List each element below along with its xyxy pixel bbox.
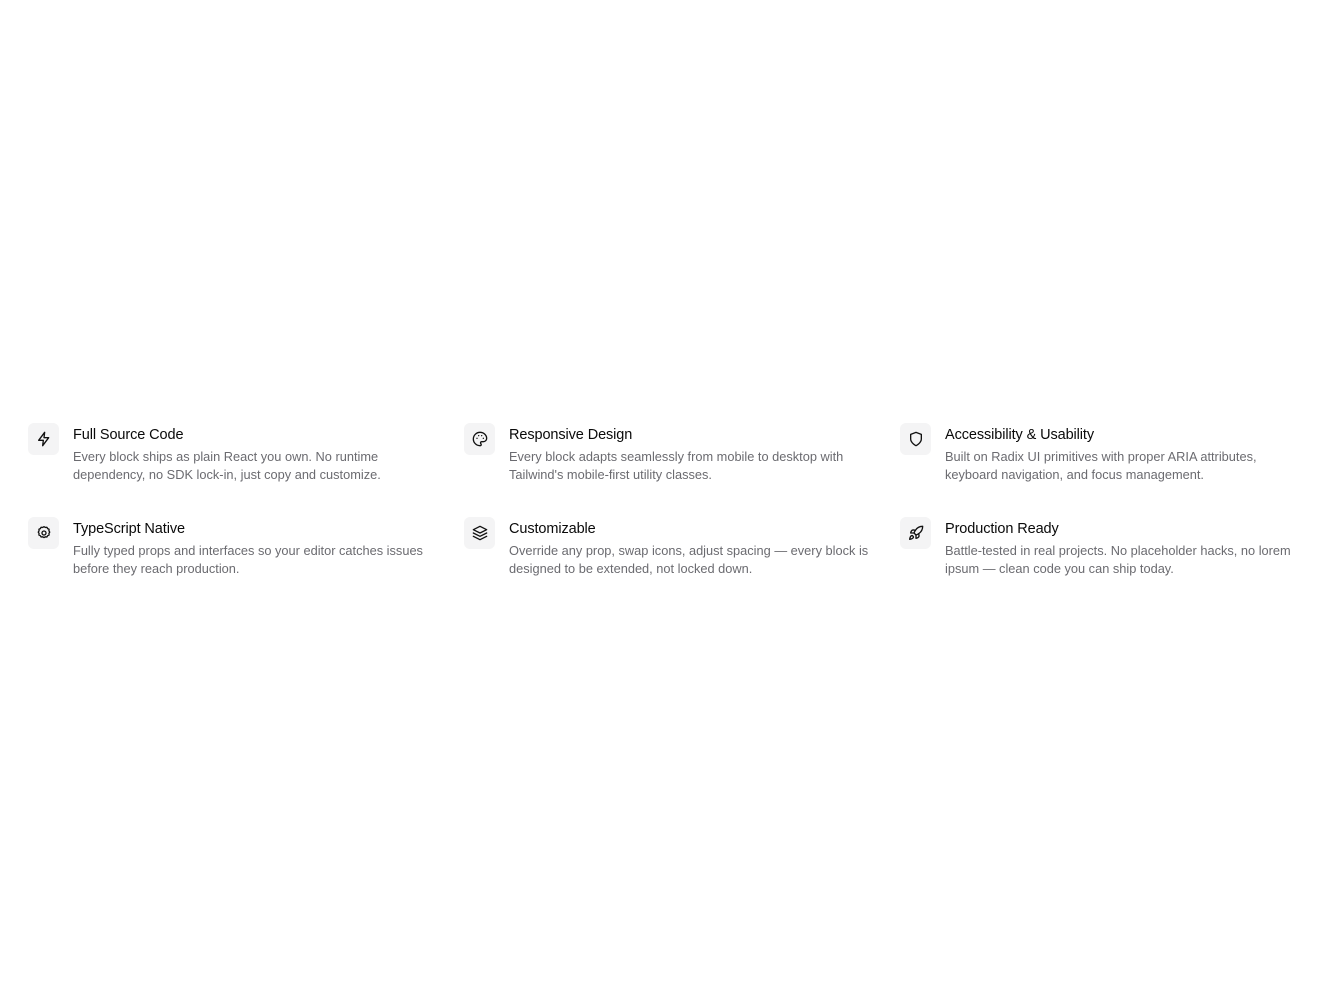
lightning-icon [28,423,59,455]
feature-title: Full Source Code [73,427,184,443]
feature-typescript-native [28,517,464,577]
feature-production-ready [900,517,1308,577]
features-grid [28,423,1308,577]
feature-description: Override any prop, swap icons, adjust spacing — every block is designed to be extended, not locked down. [509,543,869,576]
feature-description: Fully typed props and interfaces so your editor catches issues before they reach production. [73,543,423,576]
feature-title: Customizable [509,521,596,537]
feature-title: Production Ready [945,521,1059,537]
shield-icon [900,423,931,455]
feature-full-source-code [28,423,464,483]
feature-title: Accessibility & Usability [945,427,1094,443]
feature-description: Every block ships as plain React you own. No runtime dependency, no SDK lock-in, just copy and customize. [73,449,381,482]
feature-customizable [464,517,900,577]
feature-responsive-design [464,423,900,483]
feature-description: Built on Radix UI primitives with proper ARIA attributes, keyboard navigation, and focus management. [945,449,1257,482]
feature-description: Battle-tested in real projects. No placeholder hacks, no lorem ipsum — clean code you can ship today. [945,543,1291,576]
rocket-icon [900,517,931,549]
palette-icon [464,423,495,455]
gear-icon [28,517,59,549]
feature-description: Every block adapts seamlessly from mobile to desktop with Tailwind's mobile-first utility classes. [509,449,844,482]
feature-accessibility-usability [900,423,1308,483]
layers-icon [464,517,495,549]
feature-title: TypeScript Native [73,521,185,537]
feature-title: Responsive Design [509,427,633,443]
